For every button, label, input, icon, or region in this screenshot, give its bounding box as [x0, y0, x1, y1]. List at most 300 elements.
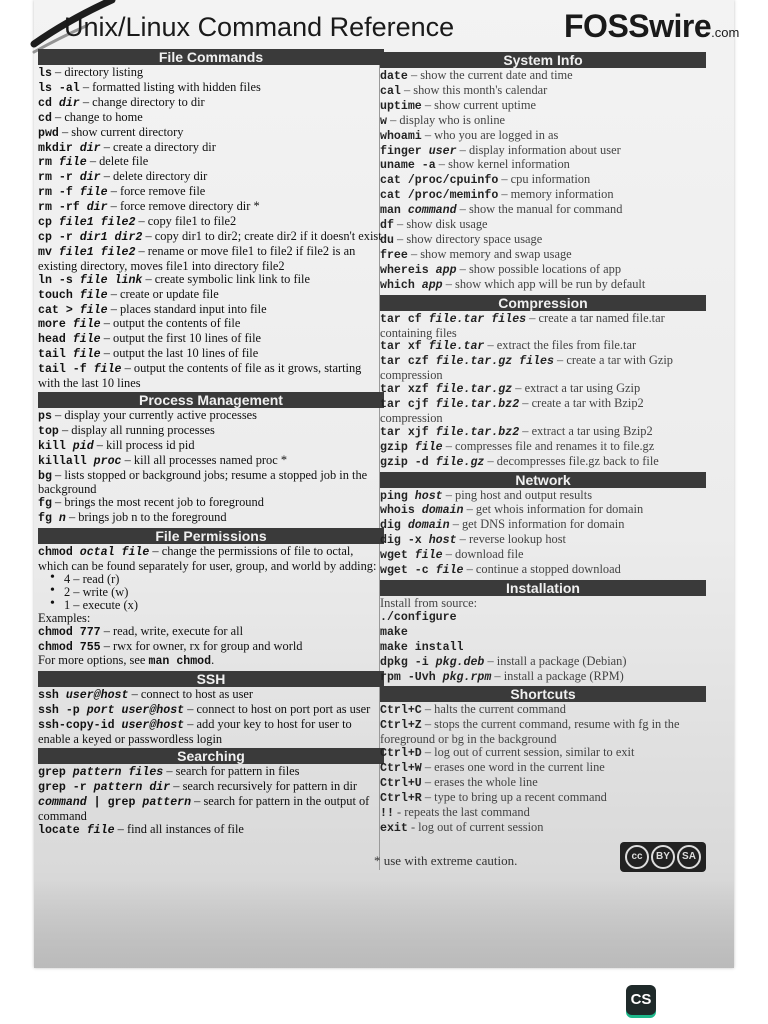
entry-desc: – formatted listing with hidden files [79, 79, 261, 94]
entry-desc: – add your key to host for user to enable a keyed or passwordless login [38, 717, 352, 747]
entry-mono-tail: man chmod [148, 655, 212, 669]
command-entry [380, 625, 706, 640]
command-entry [380, 99, 706, 114]
command-entry [380, 610, 706, 625]
entry-cmd: pwd [38, 126, 59, 140]
command-entry [380, 563, 706, 578]
entry-cmd: head [38, 333, 73, 347]
entry-arg: dir [79, 171, 101, 185]
entry-arg: file [414, 549, 443, 563]
entry-desc: – brings job n to the foreground [65, 510, 227, 525]
entry-desc: – directory listing [51, 65, 144, 79]
entry-desc: – force remove directory dir * [107, 199, 260, 214]
entry-desc: – type to bring up a recent command [421, 789, 607, 804]
command-entry [38, 511, 384, 526]
command-entry [380, 821, 706, 836]
command-entry [380, 806, 706, 821]
entry-desc: – get whois information for domain [463, 502, 644, 517]
entry-arg: file [93, 363, 122, 377]
entry-cmd: rm -rf [38, 201, 87, 215]
entry-cmd: chmod [38, 546, 80, 560]
command-entry [38, 141, 384, 156]
command-entry [38, 545, 384, 573]
entry-arg: user [428, 144, 457, 158]
entry-arg: pkg.rpm [442, 670, 492, 684]
command-entry [38, 823, 384, 838]
cc-icon: cc [625, 845, 649, 869]
entry-desc: – extract a tar using Bzip2 [519, 423, 653, 438]
entry-desc: – show disk usage [393, 217, 488, 232]
command-entry [38, 96, 384, 111]
entry-cmd: cp -r [38, 230, 80, 244]
entry-arg: file [86, 823, 115, 837]
command-entry [380, 776, 706, 791]
entry-arg: host [414, 489, 443, 503]
entry-cmd2: | grep [86, 795, 143, 809]
entry-arg: file link [79, 273, 143, 287]
command-entry [38, 288, 384, 303]
entry-cmd: tar xf [380, 340, 429, 354]
command-entry [380, 597, 706, 610]
command-entry [380, 718, 706, 746]
entry-desc: – copy file1 to file2 [135, 214, 237, 229]
entry-desc: – kill all processes named proc * [121, 452, 288, 467]
command-entry [38, 215, 384, 230]
entry-desc: – install a package (RPM) [491, 668, 624, 683]
sheet-title: Unix/Linux Command Reference [64, 12, 455, 42]
entry-arg: file1 file2 [58, 216, 136, 230]
section-header-process-management: Process Management [38, 392, 384, 408]
entry-cmd: cd [38, 111, 52, 125]
entry-cmd: Ctrl+W [380, 762, 422, 776]
entry-desc: – ping host and output results [442, 487, 593, 502]
entry-desc: – stops the current command, resume with fg in the foreground or bg in the background [380, 717, 680, 747]
entry-cmd: tail -f [38, 363, 94, 377]
entry-cmd: w [380, 114, 387, 128]
command-entry [38, 654, 384, 669]
entry-cmd: uptime [380, 99, 422, 113]
entry-arg: dir [86, 201, 108, 215]
command-entry [380, 455, 706, 470]
entry-desc: – find all instances of file [114, 821, 244, 836]
entry-cmd: tar xjf [380, 425, 436, 439]
entry-desc: For more options, see [38, 653, 149, 668]
entry-arg: pattern dir [93, 780, 171, 794]
entry-tail: . [211, 653, 215, 668]
entry-desc: – output the contents of file [100, 316, 241, 331]
command-entry [380, 746, 706, 761]
command-entry [380, 640, 706, 655]
entry-cmd: tar cf [380, 312, 429, 326]
entry-desc: Examples: [38, 610, 91, 625]
creative-commons-badge [620, 842, 706, 872]
entry-arg: file [435, 564, 464, 578]
entry-arg: pattern files [72, 765, 164, 779]
entry-cmd: cp [38, 216, 59, 230]
entry-desc: – show directory space usage [393, 231, 543, 246]
entry-desc: – show current uptime [421, 97, 536, 112]
command-entry [38, 347, 384, 362]
entry-desc: – copy dir1 to dir2; create dir2 if it doesn't exist [142, 228, 382, 243]
right-column [380, 50, 706, 836]
entry-desc: 4 – read (r) [64, 572, 120, 586]
entry-cmd: df [380, 219, 394, 233]
entry-desc: – lists stopped or background jobs; resume a stopped job in the background [38, 467, 368, 497]
section-header-file-commands: File Commands [38, 49, 384, 65]
entry-cmd: locate [38, 823, 87, 837]
section-header-file-permissions: File Permissions [38, 528, 384, 544]
entry-desc: – change the permissions of file to octal, which can be found separately for user, group, and world by adding: [38, 544, 377, 574]
by-icon: BY [651, 845, 675, 869]
section-header-system-info: System Info [380, 52, 706, 68]
command-entry [380, 703, 706, 718]
entry-cmd: kill [38, 439, 73, 453]
entry-desc: – places standard input into file [107, 301, 267, 316]
entry-cmd: rm -f [38, 186, 80, 200]
section-header-network: Network [380, 472, 706, 488]
command-entry [380, 278, 706, 293]
entry-desc: – create a tar with Gzip compression [380, 353, 673, 383]
entry-desc: – display who is online [386, 112, 506, 127]
command-entry [380, 339, 706, 354]
entry-arg: dir [79, 141, 101, 155]
entry-cmd: !! [380, 806, 394, 820]
command-entry [38, 599, 384, 612]
entry-desc: – show the manual for command [456, 202, 623, 217]
entry-cmd: make [380, 625, 408, 639]
entry-cmd: more [38, 318, 73, 332]
entry-desc: – output the first 10 lines of file [100, 331, 262, 346]
command-entry [380, 158, 706, 173]
command-entry [38, 273, 384, 288]
entry-desc: – connect to host as user [128, 687, 254, 702]
entry-cmd: ssh -p [38, 704, 87, 718]
entry-arg: app [435, 263, 457, 277]
entry-cmd: which [380, 278, 422, 292]
entry-cmd: ping [380, 489, 415, 503]
entry-arg: proc [93, 454, 122, 468]
entry-arg: domain [407, 519, 450, 533]
command-entry [380, 69, 706, 84]
command-entry [380, 440, 706, 455]
command-entry [380, 312, 706, 340]
entry-desc: – continue a stopped download [463, 562, 621, 577]
entry-desc: – cpu information [498, 172, 591, 187]
entry-desc: – show possible locations of app [456, 261, 622, 276]
entry-cmd: grep -r [38, 780, 94, 794]
entry-desc: – show which app will be run by default [442, 276, 646, 291]
command-entry [38, 454, 384, 469]
entry-desc: – change to home [51, 109, 143, 124]
entry-cmd: free [380, 248, 408, 262]
entry-arg: file1 file2 [58, 245, 136, 259]
entry-desc: – memory information [498, 187, 614, 202]
entry-arg: command [38, 795, 87, 809]
command-entry [380, 655, 706, 670]
camscanner-logo-icon: CS [626, 985, 656, 1015]
entry-cmd: ./configure [380, 610, 457, 624]
entry-cmd: touch [38, 288, 80, 302]
command-entry [380, 397, 706, 425]
entry-desc: - repeats the last command [393, 804, 530, 819]
entry-desc: – search for pattern in files [163, 763, 300, 778]
entry-desc: 1 – execute (x) [64, 597, 138, 612]
entry-cmd: dig [380, 519, 408, 533]
command-entry [380, 548, 706, 563]
section-header-ssh: SSH [38, 671, 384, 687]
entry-arg: file.tar.gz [435, 383, 513, 397]
command-entry [38, 625, 384, 640]
entry-cmd: uname -a [380, 159, 436, 173]
entry-desc: – show this month's calendar [400, 82, 548, 97]
entry-cmd: Ctrl+Z [380, 719, 422, 733]
entry-cmd: dpkg -i [380, 655, 436, 669]
command-entry [38, 765, 384, 780]
command-entry [38, 155, 384, 170]
command-entry [38, 245, 384, 273]
command-entry [38, 200, 384, 215]
left-column [38, 47, 384, 838]
command-entry [38, 66, 384, 81]
entry-cmd: wget -c [380, 564, 436, 578]
entry-desc: – extract a tar using Gzip [512, 381, 641, 396]
command-entry [380, 263, 706, 278]
entry-arg2: pattern [142, 795, 192, 809]
entry-arg: domain [421, 504, 464, 518]
entry-cmd: tar czf [380, 355, 436, 369]
entry-cmd: fg [38, 512, 59, 526]
command-entry [380, 761, 706, 776]
command-entry [38, 409, 384, 424]
entry-cmd: man [380, 204, 408, 218]
brand-logo [564, 8, 739, 45]
entry-cmd: Ctrl+D [380, 747, 422, 761]
entry-desc: – kill process id pid [93, 437, 195, 452]
entry-arg: command [407, 204, 457, 218]
reference-sheet [34, 0, 740, 968]
command-entry [38, 230, 384, 245]
entry-desc: – erases the whole line [421, 774, 538, 789]
command-entry [380, 218, 706, 233]
entry-cmd: gzip -d [380, 455, 436, 469]
entry-arg: file.tar files [428, 312, 527, 326]
command-entry [38, 332, 384, 347]
command-entry [380, 503, 706, 518]
entry-cmd: grep [38, 765, 73, 779]
entry-desc: – who you are logged in as [421, 127, 559, 142]
command-entry [38, 640, 384, 655]
command-entry [380, 233, 706, 248]
section-header-compression: Compression [380, 295, 706, 311]
entry-desc: – search recursively for pattern in dir [170, 778, 358, 793]
entry-arg: user@host [65, 689, 129, 703]
entry-cmd: dig -x [380, 534, 429, 548]
entry-desc: – create a tar with Bzip2 compression [380, 396, 644, 425]
command-entry [380, 489, 706, 504]
entry-arg: file [79, 186, 108, 200]
entry-arg: file.tar.gz files [435, 355, 554, 369]
entry-arg: file [58, 156, 87, 170]
command-entry [380, 670, 706, 685]
command-entry [38, 81, 384, 96]
entry-desc: – output the last 10 lines of file [100, 346, 259, 361]
command-entry [380, 382, 706, 397]
command-entry [38, 126, 384, 141]
entry-arg: user@host [121, 719, 185, 733]
entry-desc: – get DNS information for domain [449, 517, 625, 532]
entry-cmd: rpm -Uvh [380, 670, 443, 684]
command-entry [38, 718, 384, 746]
command-entry [380, 129, 706, 144]
entry-cmd: rm -r [38, 171, 80, 185]
command-entry [38, 780, 384, 795]
entry-desc: – change directory to dir [79, 94, 205, 109]
entry-arg: host [428, 534, 457, 548]
command-entry [38, 795, 384, 823]
entry-desc: – decompresses file.gz back to file [484, 453, 659, 468]
entry-desc: – extract the files from file.tar [484, 338, 637, 353]
command-entry [38, 424, 384, 439]
entry-desc: – halts the current command [421, 702, 566, 717]
command-entry [380, 518, 706, 533]
entry-arg: file [72, 348, 101, 362]
entry-cmd: ln -s [38, 273, 80, 287]
entry-arg: dir [58, 96, 80, 110]
entry-desc: – rwx for owner, rx for group and world [100, 638, 303, 653]
entry-desc: – reverse lookup host [456, 532, 566, 547]
entry-desc: 2 – write (w) [64, 584, 129, 599]
entry-cmd: finger [380, 144, 429, 158]
entry-cmd: wget [380, 549, 415, 563]
entry-arg: file [79, 288, 108, 302]
command-entry [38, 439, 384, 454]
command-entry [38, 111, 384, 126]
entry-cmd: cal [380, 84, 401, 98]
entry-cmd: bg [38, 469, 52, 483]
entry-cmd: date [380, 70, 408, 83]
entry-desc: – download file [442, 547, 524, 562]
command-entry [380, 203, 706, 218]
entry-cmd: Ctrl+R [380, 791, 422, 805]
command-entry [380, 791, 706, 806]
command-entry [38, 469, 384, 497]
entry-cmd: cat > [38, 303, 80, 317]
entry-cmd: fg [38, 497, 52, 511]
entry-cmd: whoami [380, 129, 422, 143]
entry-cmd: exit [380, 821, 408, 835]
entry-desc: – log out of current session, similar to exit [421, 745, 635, 760]
entry-desc: Install from source: [380, 596, 478, 610]
command-entry [38, 170, 384, 185]
entry-cmd: tar xzf [380, 383, 436, 397]
command-entry [380, 248, 706, 263]
command-entry [380, 425, 706, 440]
section-header-shortcuts: Shortcuts [380, 686, 706, 702]
entry-desc: – create a tar named file.tar containing files [380, 310, 665, 340]
command-entry [380, 188, 706, 203]
entry-desc: – show the current date and time [407, 68, 573, 82]
entry-cmd: chmod 777 [38, 625, 101, 639]
entry-desc: – rename or move file1 to file2 if file2 is an existing directory, moves file1 into directory file2 [38, 243, 356, 273]
entry-cmd: cd [38, 96, 59, 110]
command-entry [380, 173, 706, 188]
command-entry [38, 703, 384, 718]
entry-desc: – connect to host on port port as user [184, 702, 371, 717]
brand-name: FOSSwire [564, 8, 712, 44]
entry-desc: – delete directory dir [100, 169, 208, 184]
entry-cmd: rm [38, 156, 59, 170]
entry-desc: – show current directory [58, 124, 184, 139]
entry-cmd: chmod 755 [38, 640, 101, 654]
command-entry [38, 496, 384, 511]
entry-cmd: cat /proc/cpuinfo [380, 174, 499, 188]
entry-desc: – brings the most recent job to foreground [51, 495, 264, 510]
command-entry [380, 533, 706, 548]
entry-arg: pid [72, 439, 94, 453]
entry-desc: – compresses file and renames it to file.gz [442, 438, 655, 453]
entry-cmd: cat /proc/meminfo [380, 189, 499, 203]
entry-cmd: whois [380, 504, 422, 518]
entry-desc: – display all running processes [58, 422, 215, 437]
entry-cmd: top [38, 424, 59, 438]
entry-desc: – create symbolic link link to file [142, 271, 310, 286]
entry-desc: – create a directory dir [100, 139, 216, 154]
entry-cmd: ssh-copy-id [38, 719, 122, 733]
entry-desc: – create or update file [107, 286, 219, 301]
entry-desc: – output the contents of file as it grows, starting with the last 10 lines [38, 361, 362, 391]
entry-arg: dir1 dir2 [79, 230, 143, 244]
entry-cmd: ls [38, 67, 52, 80]
entry-cmd: tar cjf [380, 398, 436, 412]
command-entry [380, 114, 706, 129]
entry-arg: octal file [79, 546, 150, 560]
entry-cmd: whereis [380, 263, 436, 277]
entry-arg: file.tar.bz2 [435, 398, 520, 412]
entry-arg: app [421, 278, 443, 292]
command-entry [380, 144, 706, 159]
entry-desc: – install a package (Debian) [484, 653, 627, 668]
entry-desc: - log out of current session [407, 819, 544, 834]
entry-cmd: killall [38, 454, 94, 468]
entry-desc: – display information about user [456, 142, 621, 157]
entry-cmd: make install [380, 640, 464, 654]
command-entry [38, 317, 384, 332]
brand-domain: .com [711, 25, 740, 40]
entry-desc: – erases one word in the current line [421, 760, 605, 775]
entry-cmd: ps [38, 409, 52, 423]
command-entry [38, 185, 384, 200]
command-entry [38, 362, 384, 390]
section-header-installation: Installation [380, 580, 706, 596]
entry-cmd: tail [38, 348, 73, 362]
command-entry [38, 303, 384, 318]
entry-arg: file [72, 333, 101, 347]
entry-arg: file.tar [428, 340, 485, 354]
command-entry [380, 84, 706, 99]
entry-arg: file [72, 318, 101, 332]
command-entry [38, 688, 384, 703]
entry-arg: file.tar.bz2 [435, 425, 520, 439]
entry-cmd: Ctrl+C [380, 704, 422, 718]
section-header-searching: Searching [38, 748, 384, 764]
entry-desc: – delete file [86, 154, 149, 169]
entry-cmd: du [380, 233, 394, 247]
entry-cmd: mv [38, 245, 59, 259]
entry-desc: – force remove file [107, 184, 206, 199]
entry-arg: file.gz [435, 455, 485, 469]
entry-cmd: mkdir [38, 141, 80, 155]
sa-icon: SA [677, 845, 701, 869]
